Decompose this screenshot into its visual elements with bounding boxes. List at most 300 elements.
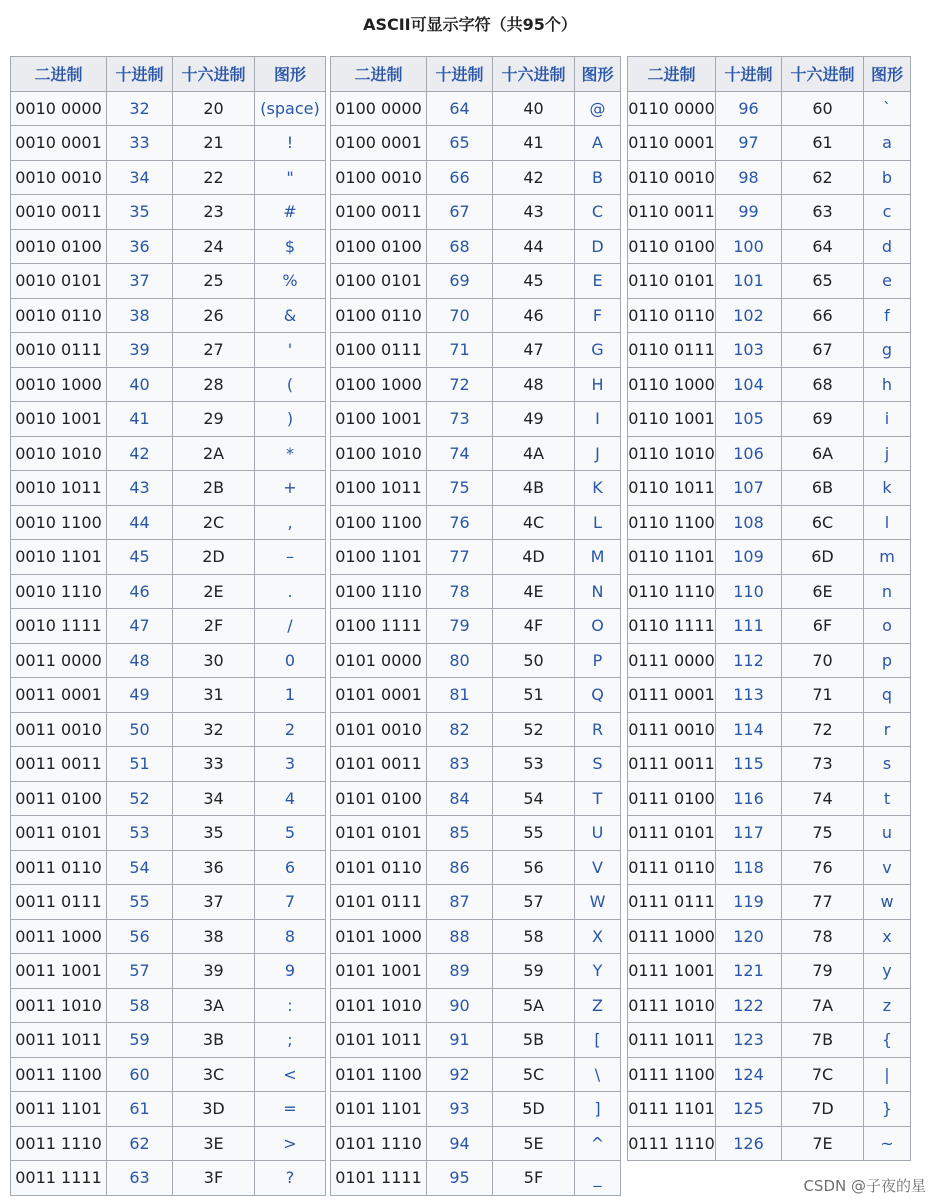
cell-decimal[interactable]: 63 xyxy=(107,1161,173,1196)
cell-glyph[interactable]: W xyxy=(575,885,621,920)
table-row xyxy=(331,816,621,851)
cell-glyph[interactable]: X xyxy=(575,919,621,954)
cell-glyph[interactable]: H xyxy=(575,367,621,402)
cell-glyph[interactable]: i xyxy=(864,402,911,437)
cell-decimal[interactable]: 108 xyxy=(716,505,782,540)
cell-decimal[interactable]: 71 xyxy=(427,333,493,368)
cell-binary: 0101 0010 xyxy=(331,712,427,747)
cell-binary: 0010 1100 xyxy=(11,505,107,540)
table-row xyxy=(331,402,621,437)
cell-glyph[interactable]: : xyxy=(255,988,326,1023)
cell-glyph[interactable]: ) xyxy=(255,402,326,437)
cell-glyph[interactable]: K xyxy=(575,471,621,506)
cell-glyph[interactable]: T xyxy=(575,781,621,816)
cell-glyph[interactable]: P xyxy=(575,643,621,678)
cell-glyph[interactable]: u xyxy=(864,816,911,851)
cell-binary: 0101 1111 xyxy=(331,1161,427,1196)
cell-glyph[interactable]: @ xyxy=(575,91,621,126)
table-row xyxy=(628,712,911,747)
table-row xyxy=(331,298,621,333)
cell-decimal[interactable]: 57 xyxy=(107,954,173,989)
cell-glyph[interactable]: B xyxy=(575,160,621,195)
cell-decimal[interactable]: 39 xyxy=(107,333,173,368)
cell-decimal[interactable]: 64 xyxy=(427,91,493,126)
cell-hex: 2D xyxy=(173,540,255,575)
cell-binary: 0011 0000 xyxy=(11,643,107,678)
cell-decimal[interactable]: 78 xyxy=(427,574,493,609)
cell-decimal[interactable]: 75 xyxy=(427,471,493,506)
table-row xyxy=(11,954,326,989)
ascii-table-3 xyxy=(627,56,911,1161)
cell-binary: 0010 1010 xyxy=(11,436,107,471)
cell-decimal[interactable]: 46 xyxy=(107,574,173,609)
cell-binary: 0100 1111 xyxy=(331,609,427,644)
cell-hex: 5C xyxy=(493,1057,575,1092)
cell-decimal[interactable]: 87 xyxy=(427,885,493,920)
cell-decimal[interactable]: 98 xyxy=(716,160,782,195)
cell-decimal[interactable]: 124 xyxy=(716,1057,782,1092)
cell-glyph[interactable]: 1 xyxy=(255,678,326,713)
table-row xyxy=(628,850,911,885)
cell-glyph[interactable]: < xyxy=(255,1057,326,1092)
cell-glyph[interactable]: C xyxy=(575,195,621,230)
cell-glyph[interactable]: – xyxy=(255,540,326,575)
cell-hex: 50 xyxy=(493,643,575,678)
cell-glyph[interactable]: ( xyxy=(255,367,326,402)
cell-glyph[interactable]: v xyxy=(864,850,911,885)
cell-decimal[interactable]: 69 xyxy=(427,264,493,299)
cell-decimal[interactable]: 67 xyxy=(427,195,493,230)
cell-decimal[interactable]: 47 xyxy=(107,609,173,644)
cell-decimal[interactable]: 111 xyxy=(716,609,782,644)
cell-glyph[interactable]: I xyxy=(575,402,621,437)
table-row xyxy=(628,1126,911,1161)
cell-decimal[interactable]: 114 xyxy=(716,712,782,747)
cell-hex: 47 xyxy=(493,333,575,368)
cell-decimal[interactable]: 80 xyxy=(427,643,493,678)
cell-decimal[interactable]: 32 xyxy=(107,91,173,126)
cell-decimal[interactable]: 91 xyxy=(427,1023,493,1058)
table-row xyxy=(11,402,326,437)
cell-decimal[interactable]: 97 xyxy=(716,126,782,161)
cell-binary: 0101 0011 xyxy=(331,747,427,782)
cell-decimal[interactable]: 36 xyxy=(107,229,173,264)
cell-decimal[interactable]: 100 xyxy=(716,229,782,264)
cell-decimal[interactable]: 113 xyxy=(716,678,782,713)
cell-binary: 0101 1011 xyxy=(331,1023,427,1058)
cell-glyph[interactable]: t xyxy=(864,781,911,816)
cell-glyph[interactable]: V xyxy=(575,850,621,885)
cell-decimal[interactable]: 61 xyxy=(107,1092,173,1127)
table-row xyxy=(628,747,911,782)
table-row xyxy=(11,264,326,299)
cell-hex: 24 xyxy=(173,229,255,264)
table-row xyxy=(331,264,621,299)
cell-decimal[interactable]: 102 xyxy=(716,298,782,333)
cell-binary: 0101 0111 xyxy=(331,885,427,920)
cell-decimal[interactable]: 33 xyxy=(107,126,173,161)
cell-binary: 0110 1000 xyxy=(628,367,716,402)
cell-decimal[interactable]: 35 xyxy=(107,195,173,230)
cell-decimal[interactable]: 37 xyxy=(107,264,173,299)
table-row xyxy=(11,712,326,747)
cell-decimal[interactable]: 72 xyxy=(427,367,493,402)
cell-glyph[interactable]: } xyxy=(864,1092,911,1127)
table-row xyxy=(331,988,621,1023)
cell-decimal[interactable]: 62 xyxy=(107,1126,173,1161)
cell-decimal[interactable]: 50 xyxy=(107,712,173,747)
cell-decimal[interactable]: 103 xyxy=(716,333,782,368)
cell-decimal[interactable]: 66 xyxy=(427,160,493,195)
cell-binary: 0011 0101 xyxy=(11,816,107,851)
cell-glyph[interactable]: 7 xyxy=(255,885,326,920)
cell-hex: 77 xyxy=(782,885,864,920)
table-row xyxy=(11,643,326,678)
cell-decimal[interactable]: 59 xyxy=(107,1023,173,1058)
cell-glyph[interactable]: G xyxy=(575,333,621,368)
cell-hex: 6A xyxy=(782,436,864,471)
cell-decimal[interactable]: 121 xyxy=(716,954,782,989)
cell-hex: 5A xyxy=(493,988,575,1023)
cell-decimal[interactable]: 110 xyxy=(716,574,782,609)
cell-glyph[interactable]: N xyxy=(575,574,621,609)
cell-decimal[interactable]: 125 xyxy=(716,1092,782,1127)
table-row xyxy=(331,712,621,747)
table-row xyxy=(331,919,621,954)
cell-binary: 0010 0111 xyxy=(11,333,107,368)
cell-glyph[interactable]: q xyxy=(864,678,911,713)
cell-decimal[interactable]: 83 xyxy=(427,747,493,782)
cell-decimal[interactable]: 92 xyxy=(427,1057,493,1092)
cell-hex: 30 xyxy=(173,643,255,678)
cell-decimal[interactable]: 99 xyxy=(716,195,782,230)
cell-binary: 0101 0001 xyxy=(331,678,427,713)
cell-binary: 0011 1101 xyxy=(11,1092,107,1127)
cell-hex: 5B xyxy=(493,1023,575,1058)
cell-glyph[interactable]: # xyxy=(255,195,326,230)
cell-glyph[interactable]: r xyxy=(864,712,911,747)
cell-glyph[interactable]: x xyxy=(864,919,911,954)
cell-binary: 0010 0100 xyxy=(11,229,107,264)
cell-decimal[interactable]: 76 xyxy=(427,505,493,540)
cell-decimal[interactable]: 77 xyxy=(427,540,493,575)
cell-glyph[interactable]: ` xyxy=(864,91,911,126)
cell-glyph[interactable]: d xyxy=(864,229,911,264)
cell-decimal[interactable]: 122 xyxy=(716,988,782,1023)
cell-decimal[interactable]: 74 xyxy=(427,436,493,471)
cell-binary: 0111 0101 xyxy=(628,816,716,851)
cell-glyph[interactable]: 4 xyxy=(255,781,326,816)
watermark: CSDN @子夜的星 xyxy=(803,1177,926,1195)
cell-hex: 5E xyxy=(493,1126,575,1161)
header-binary: 二进制 xyxy=(331,57,427,92)
cell-decimal[interactable]: 52 xyxy=(107,781,173,816)
cell-binary: 0111 0010 xyxy=(628,712,716,747)
cell-glyph[interactable]: ? xyxy=(255,1161,326,1196)
cell-glyph[interactable]: c xyxy=(864,195,911,230)
cell-decimal[interactable]: 126 xyxy=(716,1126,782,1161)
cell-binary: 0100 1101 xyxy=(331,540,427,575)
cell-glyph[interactable]: Y xyxy=(575,954,621,989)
cell-hex: 26 xyxy=(173,298,255,333)
cell-glyph[interactable]: * xyxy=(255,436,326,471)
table-row xyxy=(628,195,911,230)
cell-decimal[interactable]: 58 xyxy=(107,988,173,1023)
cell-decimal[interactable]: 42 xyxy=(107,436,173,471)
cell-glyph[interactable]: = xyxy=(255,1092,326,1127)
cell-decimal[interactable]: 112 xyxy=(716,643,782,678)
cell-decimal[interactable]: 55 xyxy=(107,885,173,920)
cell-glyph[interactable]: 5 xyxy=(255,816,326,851)
cell-binary: 0100 1011 xyxy=(331,471,427,506)
cell-binary: 0011 1111 xyxy=(11,1161,107,1196)
cell-decimal[interactable]: 44 xyxy=(107,505,173,540)
cell-hex: 44 xyxy=(493,229,575,264)
cell-decimal[interactable]: 60 xyxy=(107,1057,173,1092)
table-row xyxy=(11,91,326,126)
cell-binary: 0111 1110 xyxy=(628,1126,716,1161)
cell-hex: 7D xyxy=(782,1092,864,1127)
table-row xyxy=(331,885,621,920)
cell-glyph[interactable]: { xyxy=(864,1023,911,1058)
header-glyph: 图形 xyxy=(864,57,911,92)
cell-glyph[interactable]: 8 xyxy=(255,919,326,954)
cell-glyph[interactable]: o xyxy=(864,609,911,644)
cell-glyph[interactable]: (space) xyxy=(255,91,326,126)
table-row xyxy=(11,609,326,644)
cell-decimal[interactable]: 51 xyxy=(107,747,173,782)
header-decimal: 十进制 xyxy=(427,57,493,92)
cell-binary: 0100 0011 xyxy=(331,195,427,230)
cell-hex: 5F xyxy=(493,1161,575,1196)
cell-glyph[interactable]: z xyxy=(864,988,911,1023)
table-row xyxy=(11,126,326,161)
cell-decimal[interactable]: 104 xyxy=(716,367,782,402)
cell-hex: 29 xyxy=(173,402,255,437)
cell-glyph[interactable]: A xyxy=(575,126,621,161)
table-row xyxy=(628,436,911,471)
cell-decimal[interactable]: 73 xyxy=(427,402,493,437)
cell-decimal[interactable]: 65 xyxy=(427,126,493,161)
cell-hex: 66 xyxy=(782,298,864,333)
cell-glyph[interactable]: l xyxy=(864,505,911,540)
cell-binary: 0110 1011 xyxy=(628,471,716,506)
cell-glyph[interactable]: 2 xyxy=(255,712,326,747)
cell-binary: 0011 1110 xyxy=(11,1126,107,1161)
cell-glyph[interactable]: , xyxy=(255,505,326,540)
cell-glyph[interactable]: ^ xyxy=(575,1126,621,1161)
table-row xyxy=(628,298,911,333)
cell-hex: 76 xyxy=(782,850,864,885)
cell-binary: 0011 1001 xyxy=(11,954,107,989)
cell-decimal[interactable]: 41 xyxy=(107,402,173,437)
table-row xyxy=(628,1057,911,1092)
cell-glyph[interactable]: m xyxy=(864,540,911,575)
cell-glyph[interactable]: M xyxy=(575,540,621,575)
cell-decimal[interactable]: 93 xyxy=(427,1092,493,1127)
cell-decimal[interactable]: 84 xyxy=(427,781,493,816)
cell-decimal[interactable]: 70 xyxy=(427,298,493,333)
cell-glyph[interactable]: f xyxy=(864,298,911,333)
table-row xyxy=(11,850,326,885)
cell-decimal[interactable]: 34 xyxy=(107,160,173,195)
cell-binary: 0110 1101 xyxy=(628,540,716,575)
cell-decimal[interactable]: 95 xyxy=(427,1161,493,1196)
cell-glyph[interactable]: a xyxy=(864,126,911,161)
cell-glyph[interactable]: b xyxy=(864,160,911,195)
cell-decimal[interactable]: 53 xyxy=(107,816,173,851)
cell-binary: 0011 0010 xyxy=(11,712,107,747)
cell-glyph[interactable]: E xyxy=(575,264,621,299)
cell-decimal[interactable]: 40 xyxy=(107,367,173,402)
cell-hex: 67 xyxy=(782,333,864,368)
cell-decimal[interactable]: 96 xyxy=(716,91,782,126)
cell-hex: 7A xyxy=(782,988,864,1023)
cell-glyph[interactable]: ] xyxy=(575,1092,621,1127)
cell-glyph[interactable]: | xyxy=(864,1057,911,1092)
cell-glyph[interactable]: > xyxy=(255,1126,326,1161)
cell-decimal[interactable]: 90 xyxy=(427,988,493,1023)
header-glyph: 图形 xyxy=(575,57,621,92)
table-row xyxy=(331,91,621,126)
cell-glyph[interactable]: p xyxy=(864,643,911,678)
cell-glyph[interactable]: $ xyxy=(255,229,326,264)
cell-decimal[interactable]: 120 xyxy=(716,919,782,954)
cell-decimal[interactable]: 86 xyxy=(427,850,493,885)
cell-decimal[interactable]: 43 xyxy=(107,471,173,506)
cell-decimal[interactable]: 107 xyxy=(716,471,782,506)
cell-glyph[interactable]: U xyxy=(575,816,621,851)
table-row xyxy=(628,540,911,575)
table-row xyxy=(331,333,621,368)
cell-glyph[interactable]: [ xyxy=(575,1023,621,1058)
cell-decimal[interactable]: 88 xyxy=(427,919,493,954)
table-row xyxy=(628,885,911,920)
cell-binary: 0110 0110 xyxy=(628,298,716,333)
cell-glyph[interactable]: F xyxy=(575,298,621,333)
cell-glyph[interactable]: \ xyxy=(575,1057,621,1092)
cell-glyph[interactable]: e xyxy=(864,264,911,299)
cell-glyph[interactable]: Z xyxy=(575,988,621,1023)
cell-decimal[interactable]: 118 xyxy=(716,850,782,885)
cell-glyph[interactable]: _ xyxy=(575,1161,621,1196)
cell-glyph[interactable]: . xyxy=(255,574,326,609)
cell-decimal[interactable]: 116 xyxy=(716,781,782,816)
cell-glyph[interactable]: s xyxy=(864,747,911,782)
cell-decimal[interactable]: 106 xyxy=(716,436,782,471)
cell-glyph[interactable]: ! xyxy=(255,126,326,161)
cell-hex: 2E xyxy=(173,574,255,609)
cell-glyph[interactable]: ' xyxy=(255,333,326,368)
table-row xyxy=(11,540,326,575)
cell-decimal[interactable]: 117 xyxy=(716,816,782,851)
cell-glyph[interactable]: k xyxy=(864,471,911,506)
cell-glyph[interactable]: g xyxy=(864,333,911,368)
cell-hex: 6D xyxy=(782,540,864,575)
cell-decimal[interactable]: 82 xyxy=(427,712,493,747)
cell-hex: 3E xyxy=(173,1126,255,1161)
cell-decimal[interactable]: 119 xyxy=(716,885,782,920)
table-row xyxy=(628,1092,911,1127)
cell-decimal[interactable]: 49 xyxy=(107,678,173,713)
cell-decimal[interactable]: 115 xyxy=(716,747,782,782)
cell-decimal[interactable]: 101 xyxy=(716,264,782,299)
cell-glyph[interactable]: R xyxy=(575,712,621,747)
cell-decimal[interactable]: 54 xyxy=(107,850,173,885)
cell-glyph[interactable]: 9 xyxy=(255,954,326,989)
cell-glyph[interactable]: ~ xyxy=(864,1126,911,1161)
table-row xyxy=(628,609,911,644)
table-row xyxy=(628,160,911,195)
cell-binary: 0110 1001 xyxy=(628,402,716,437)
cell-glyph[interactable]: w xyxy=(864,885,911,920)
cell-decimal[interactable]: 48 xyxy=(107,643,173,678)
cell-glyph[interactable]: h xyxy=(864,367,911,402)
cell-decimal[interactable]: 105 xyxy=(716,402,782,437)
table-row xyxy=(331,367,621,402)
cell-hex: 7B xyxy=(782,1023,864,1058)
cell-decimal[interactable]: 38 xyxy=(107,298,173,333)
cell-glyph[interactable]: j xyxy=(864,436,911,471)
cell-glyph[interactable]: L xyxy=(575,505,621,540)
cell-glyph[interactable]: + xyxy=(255,471,326,506)
cell-hex: 46 xyxy=(493,298,575,333)
cell-glyph[interactable]: Q xyxy=(575,678,621,713)
cell-glyph[interactable]: ; xyxy=(255,1023,326,1058)
cell-binary: 0101 0100 xyxy=(331,781,427,816)
cell-decimal[interactable]: 94 xyxy=(427,1126,493,1161)
cell-glyph[interactable]: / xyxy=(255,609,326,644)
cell-binary: 0111 0110 xyxy=(628,850,716,885)
cell-hex: 2A xyxy=(173,436,255,471)
table-row xyxy=(628,91,911,126)
table-row xyxy=(331,643,621,678)
cell-glyph[interactable]: 3 xyxy=(255,747,326,782)
cell-hex: 45 xyxy=(493,264,575,299)
cell-decimal[interactable]: 79 xyxy=(427,609,493,644)
table-row xyxy=(331,781,621,816)
cell-hex: 3D xyxy=(173,1092,255,1127)
cell-binary: 0100 0111 xyxy=(331,333,427,368)
cell-decimal[interactable]: 81 xyxy=(427,678,493,713)
table-row xyxy=(11,988,326,1023)
cell-glyph[interactable]: " xyxy=(255,160,326,195)
cell-glyph[interactable]: 6 xyxy=(255,850,326,885)
cell-glyph[interactable]: O xyxy=(575,609,621,644)
cell-glyph[interactable]: % xyxy=(255,264,326,299)
cell-glyph[interactable]: & xyxy=(255,298,326,333)
cell-glyph[interactable]: S xyxy=(575,747,621,782)
header-hex: 十六进制 xyxy=(493,57,575,92)
cell-decimal[interactable]: 45 xyxy=(107,540,173,575)
cell-glyph[interactable]: y xyxy=(864,954,911,989)
cell-glyph[interactable]: D xyxy=(575,229,621,264)
cell-hex: 34 xyxy=(173,781,255,816)
table-row xyxy=(331,1092,621,1127)
cell-decimal[interactable]: 85 xyxy=(427,816,493,851)
cell-glyph[interactable]: n xyxy=(864,574,911,609)
cell-decimal[interactable]: 123 xyxy=(716,1023,782,1058)
cell-decimal[interactable]: 56 xyxy=(107,919,173,954)
cell-glyph[interactable]: J xyxy=(575,436,621,471)
cell-binary: 0101 0110 xyxy=(331,850,427,885)
cell-decimal[interactable]: 109 xyxy=(716,540,782,575)
cell-glyph[interactable]: 0 xyxy=(255,643,326,678)
cell-decimal[interactable]: 68 xyxy=(427,229,493,264)
table-row xyxy=(628,1023,911,1058)
cell-hex: 56 xyxy=(493,850,575,885)
cell-decimal[interactable]: 89 xyxy=(427,954,493,989)
